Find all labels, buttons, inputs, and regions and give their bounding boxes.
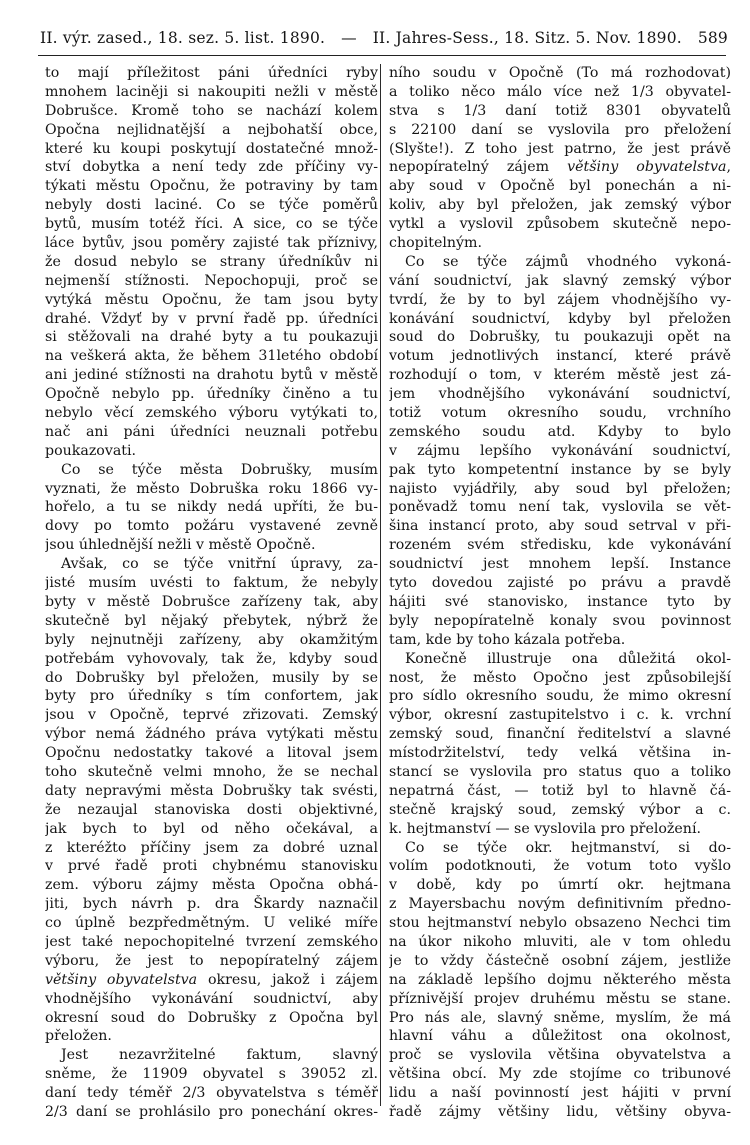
text-line: Opočna nejlidnatější a nejbohatší obce, bbox=[45, 121, 378, 138]
text-line: stečně krajský soud, zemský výbor a c. bbox=[389, 801, 731, 818]
text-line: řadě zájmy většiny lidu, většiny obyva- bbox=[389, 1103, 731, 1120]
column-divider bbox=[380, 64, 381, 1106]
text-line: potřebám vyhovovaly, tak že, kdyby soud bbox=[45, 650, 378, 667]
text-line: nejmenší stížnosti. Nepochopuji, proč se bbox=[45, 272, 378, 289]
text-line: byly nejnutněji zařízeny, aby okamžitým bbox=[45, 631, 378, 648]
text-line: nač ani páni úředníci neuznali potřebu bbox=[45, 423, 378, 440]
text-line: konávání soudnictví, kdyby byl přeložen bbox=[389, 310, 731, 327]
text-line: Konečně illustruje ona důležitá okol- bbox=[405, 650, 731, 667]
text-line: dovy po tomto požáru vystavené zevně bbox=[45, 518, 378, 535]
text-line: Co se týče města Dobrušky, musím bbox=[61, 461, 378, 478]
page-number: 589 bbox=[697, 29, 728, 47]
header-left: II. výr. zased., 18. sez. 5. list. 1890. bbox=[40, 29, 326, 47]
text-line: příznivější projev druhému městu se stane. bbox=[389, 990, 731, 1007]
text-line: koliv, aby byl přeložen, jak zemský výbor bbox=[389, 197, 731, 214]
text-line: hájiti své stanovisko, instance tyto by bbox=[389, 593, 731, 610]
text-line: (Slyšte!). Z toho jest patrno, že jest právě bbox=[389, 140, 731, 157]
text-line: hlavní váhu a důležitost ona okolnost, bbox=[389, 1028, 731, 1045]
text-line: Co se týče zájmů vhodného vykoná- bbox=[405, 253, 731, 270]
text-line: proč se vyslovila většina obyvatelstva a bbox=[389, 1047, 731, 1064]
text-line: jsou v Opočně, teprvé zřizovati. Zemský bbox=[45, 707, 378, 724]
text-line: že nezaujal stanoviska dosti objektivné, bbox=[45, 801, 378, 818]
text-line: jiti, bych návrh p. dra Škardy naznačil bbox=[45, 896, 378, 913]
text-line: k. hejtmanství — se vyslovila pro přeložení. bbox=[389, 820, 701, 837]
text-line: z Mayersbachu novým definitivním předno- bbox=[389, 896, 731, 913]
text-line: v zájmu lepšího vykonávání soudnictví, bbox=[389, 442, 731, 459]
text-line: většina obcí. My zde stojíme co tribunové bbox=[389, 1066, 731, 1083]
text-line: láce bytův, jsou poměry zajisté tak příznivy, bbox=[45, 235, 378, 252]
text-line: lidu a naší povinností jest hájiti v první bbox=[389, 1085, 731, 1102]
text-line: votum jednotlivých instancí, které právě bbox=[389, 348, 731, 365]
text-line: sněme, že 11909 obyvatel s 39052 zl. bbox=[45, 1066, 378, 1083]
text-line: zemského soudu atd. Kdyby to bylo bbox=[389, 423, 731, 440]
text-line: pro sídlo okresního soudu, že mimo okresní bbox=[389, 688, 731, 705]
text-line: nebyly dosti laciné. Co se týče poměrů bbox=[45, 197, 378, 214]
text-line: z kteréžto příčiny jsem za dobré uznal bbox=[45, 839, 378, 856]
text-line: tyto dovedou zajisté po právu a pravdě bbox=[389, 575, 731, 592]
text-line: zem. výboru zájmy města Opočna obhá- bbox=[45, 877, 378, 894]
text-line: poukazovati. bbox=[45, 442, 137, 459]
text-line: skutečně byl nějaký přebytek, nýbrž že bbox=[45, 612, 378, 629]
text-line: najisto vyjádřily, aby soud byl přeložen; bbox=[389, 480, 731, 497]
text-line: ani jediné stížnosti na drahotu bytů v městě bbox=[45, 367, 378, 384]
text-line: to mají příležitost páni úředníci ryby bbox=[45, 65, 378, 81]
text-line: vhodnějšího vykonávání soudnictví, aby bbox=[45, 990, 378, 1007]
text-line: ního soudu v Opočně (To má rozhodovat) bbox=[389, 65, 731, 81]
text-line: pak tyto kompetentní instance by se byly bbox=[389, 461, 731, 478]
text-line: týkati městu Opočnu, že potraviny by tam bbox=[45, 178, 378, 195]
text-line: Opočně nebylo pp. úředníky činěno a tu bbox=[45, 386, 378, 403]
text-line: daty nepravými města Dobrušky tak svésti, bbox=[45, 782, 378, 799]
text-line: volím podotknouti, že votum toto vyšlo bbox=[389, 858, 731, 875]
text-line: Jest nezavržitelné faktum, slavný bbox=[61, 1047, 378, 1064]
text-line: s 22100 daní se vyslovila pro přeložení bbox=[389, 121, 731, 138]
text-line: v prvé řadě proti chybnému stanovisku bbox=[45, 858, 378, 875]
text-line: toho skutečně velmi mnoho, že se nechal bbox=[45, 763, 378, 780]
text-line: co úplně bezpředmětným. U veliké míře bbox=[45, 915, 378, 932]
text-line: hořelo, a tu se nikdy nedá upříti, že bu- bbox=[45, 499, 378, 516]
text-line: na veškerá akta, že během 31letého období bbox=[45, 348, 378, 365]
text-line: jsou úhlednější nežli v městě Opočně. bbox=[45, 537, 316, 554]
header-right: II. Jahres-Sess., 18. Sitz. 5. Nov. 1890. bbox=[372, 29, 682, 47]
text-line: Pro nás ale, slavný sněme, myslím, že má bbox=[389, 1009, 731, 1026]
text-line: nepopíratelný zájem většiny obyvatelstva, bbox=[389, 159, 731, 176]
text-line: bytů, musím totéž říci. A sice, co se týče bbox=[45, 216, 378, 233]
text-line: výbor nemá žádného práva vytýkati městu bbox=[45, 726, 378, 743]
text-line: místodržitelství, tedy velká většina in- bbox=[389, 745, 731, 762]
text-line: vytýká městu Opočnu, že tam jsou byty bbox=[45, 291, 378, 308]
text-line: byty v městě Dobrušce zařízeny tak, aby bbox=[45, 593, 378, 610]
text-line: chopitelným. bbox=[389, 235, 482, 252]
text-line: nebylo věcí zemského výboru vytýkati to, bbox=[45, 405, 378, 422]
text-line: nepatrná část, — totiž byl to hlavně čá- bbox=[389, 782, 731, 799]
text-line: v době, kdy po úmrtí okr. hejtmana bbox=[389, 877, 731, 894]
text-line: ství dobytka a není tedy zde příčiny vy- bbox=[45, 159, 378, 176]
header-rule bbox=[38, 55, 726, 56]
text-line: výbor, okresní zastupitelstvo i c. k. vrchní bbox=[389, 707, 731, 724]
text-line: 2/3 daní se prohlásilo pro ponechání okres- bbox=[45, 1103, 378, 1120]
text-line: Opočnu nedostatky takové a litoval jsem bbox=[45, 745, 378, 762]
text-line: tvrdí, že by to byl zájem vhodnějšího vy- bbox=[389, 291, 731, 308]
text-line: si stěžovali na drahé byty a tu poukazuji bbox=[45, 329, 378, 346]
text-line: jest také nepochopitelné tvrzení zemského bbox=[45, 933, 378, 950]
text-line: totiž votum okresního soudu, vrchního bbox=[389, 405, 731, 422]
text-line: vání soudnictví, jak slavný zemský výbor bbox=[389, 272, 731, 289]
text-line: vyznati, že město Dobruška roku 1866 vy- bbox=[45, 480, 378, 497]
text-line: šina instancí proto, aby soud setrval v při- bbox=[389, 518, 731, 535]
header-separator: — bbox=[341, 29, 357, 47]
text-line: že dosud nebylo se strany úředníkův ni bbox=[45, 253, 378, 270]
text-line: přeložen. bbox=[45, 1028, 112, 1045]
text-line: stancí se vyslovila pro status quo a toliko bbox=[389, 763, 731, 780]
text-line: nost, že město Opočno jest způsobilejší bbox=[389, 669, 731, 686]
text-line: Co se týče okr. hejtmanství, si do- bbox=[405, 839, 731, 856]
running-header bbox=[40, 26, 728, 50]
text-line: mnohem laciněji si nakoupiti nežli v městě bbox=[45, 83, 378, 100]
text-line: jisté musím uvésti to faktum, že nebyly bbox=[45, 575, 378, 592]
text-line: zemský soud, finanční ředitelství a slavné bbox=[389, 726, 731, 743]
text-line: Dobrušce. Kromě toho se nachází kolem bbox=[45, 102, 378, 119]
text-line: poněvadž tomu není tak, vyslovila se vět- bbox=[389, 499, 731, 516]
text-line: do Dobrušky byl přeložen, musily by se bbox=[45, 669, 378, 686]
text-line: na základě lepšího dojmu některého města bbox=[389, 971, 731, 988]
text-line: aby soud v Opočně byl ponechán a ni- bbox=[389, 178, 731, 195]
text-line: jak bych to byl od něho očekával, a bbox=[45, 820, 378, 837]
text-line: Avšak, co se týče vnitřní úpravy, za- bbox=[61, 556, 378, 573]
text-line: na úkor nikoho mluviti, ale v tom ohledu bbox=[389, 933, 731, 950]
text-line: a toliko něco málo více než 1/3 obyvatel- bbox=[389, 83, 731, 100]
text-line: soudnictví jest mnohem lepší. Instance bbox=[389, 556, 731, 573]
text-line: rozhodují o tom, v kterém městě jest zá- bbox=[389, 367, 731, 384]
text-line: výboru, že jest to nepopíratelný zájem bbox=[45, 952, 378, 969]
left-column bbox=[45, 64, 378, 1122]
text-line: je to vždy částečně osobní zájem, jestliže bbox=[389, 952, 731, 969]
text-line: rozeném svém středisku, kde vykonávání bbox=[389, 537, 731, 554]
right-column bbox=[389, 64, 731, 1122]
text-line: vytkl a vyslovil způsobem skutečně nepo- bbox=[389, 216, 731, 233]
text-line: tam, kde by toho kázala potřeba. bbox=[389, 631, 626, 648]
text-line: které ku koupi poskytují dostatečné množ- bbox=[45, 140, 378, 157]
text-line: drahé. Vždyť by v první řadě pp. úředníci bbox=[45, 310, 378, 327]
text-line: stva s 1/3 daní totiž 8301 obyvatelů bbox=[389, 102, 731, 119]
text-line: jem vhodnějšího vykonávání soudnictví, bbox=[389, 386, 731, 403]
text-line: stou hejtmanství nebylo obsazeno Nechci tim bbox=[389, 915, 731, 932]
text-line: byty pro úředníky s tím confortem, jak bbox=[45, 688, 378, 705]
text-line: byly nepopíratelně konaly svou povinnost bbox=[389, 612, 731, 629]
text-line: daní tedy téměř 2/3 obyvatelstva s téměř bbox=[45, 1085, 378, 1102]
text-line: okresní soud do Dobrušky z Opočna byl bbox=[45, 1009, 378, 1026]
text-line: soud do Dobrušky, tu poukazuji opět na bbox=[389, 329, 731, 346]
text-line: většiny obyvatelstva okresu, jakož i zájem bbox=[45, 971, 378, 988]
